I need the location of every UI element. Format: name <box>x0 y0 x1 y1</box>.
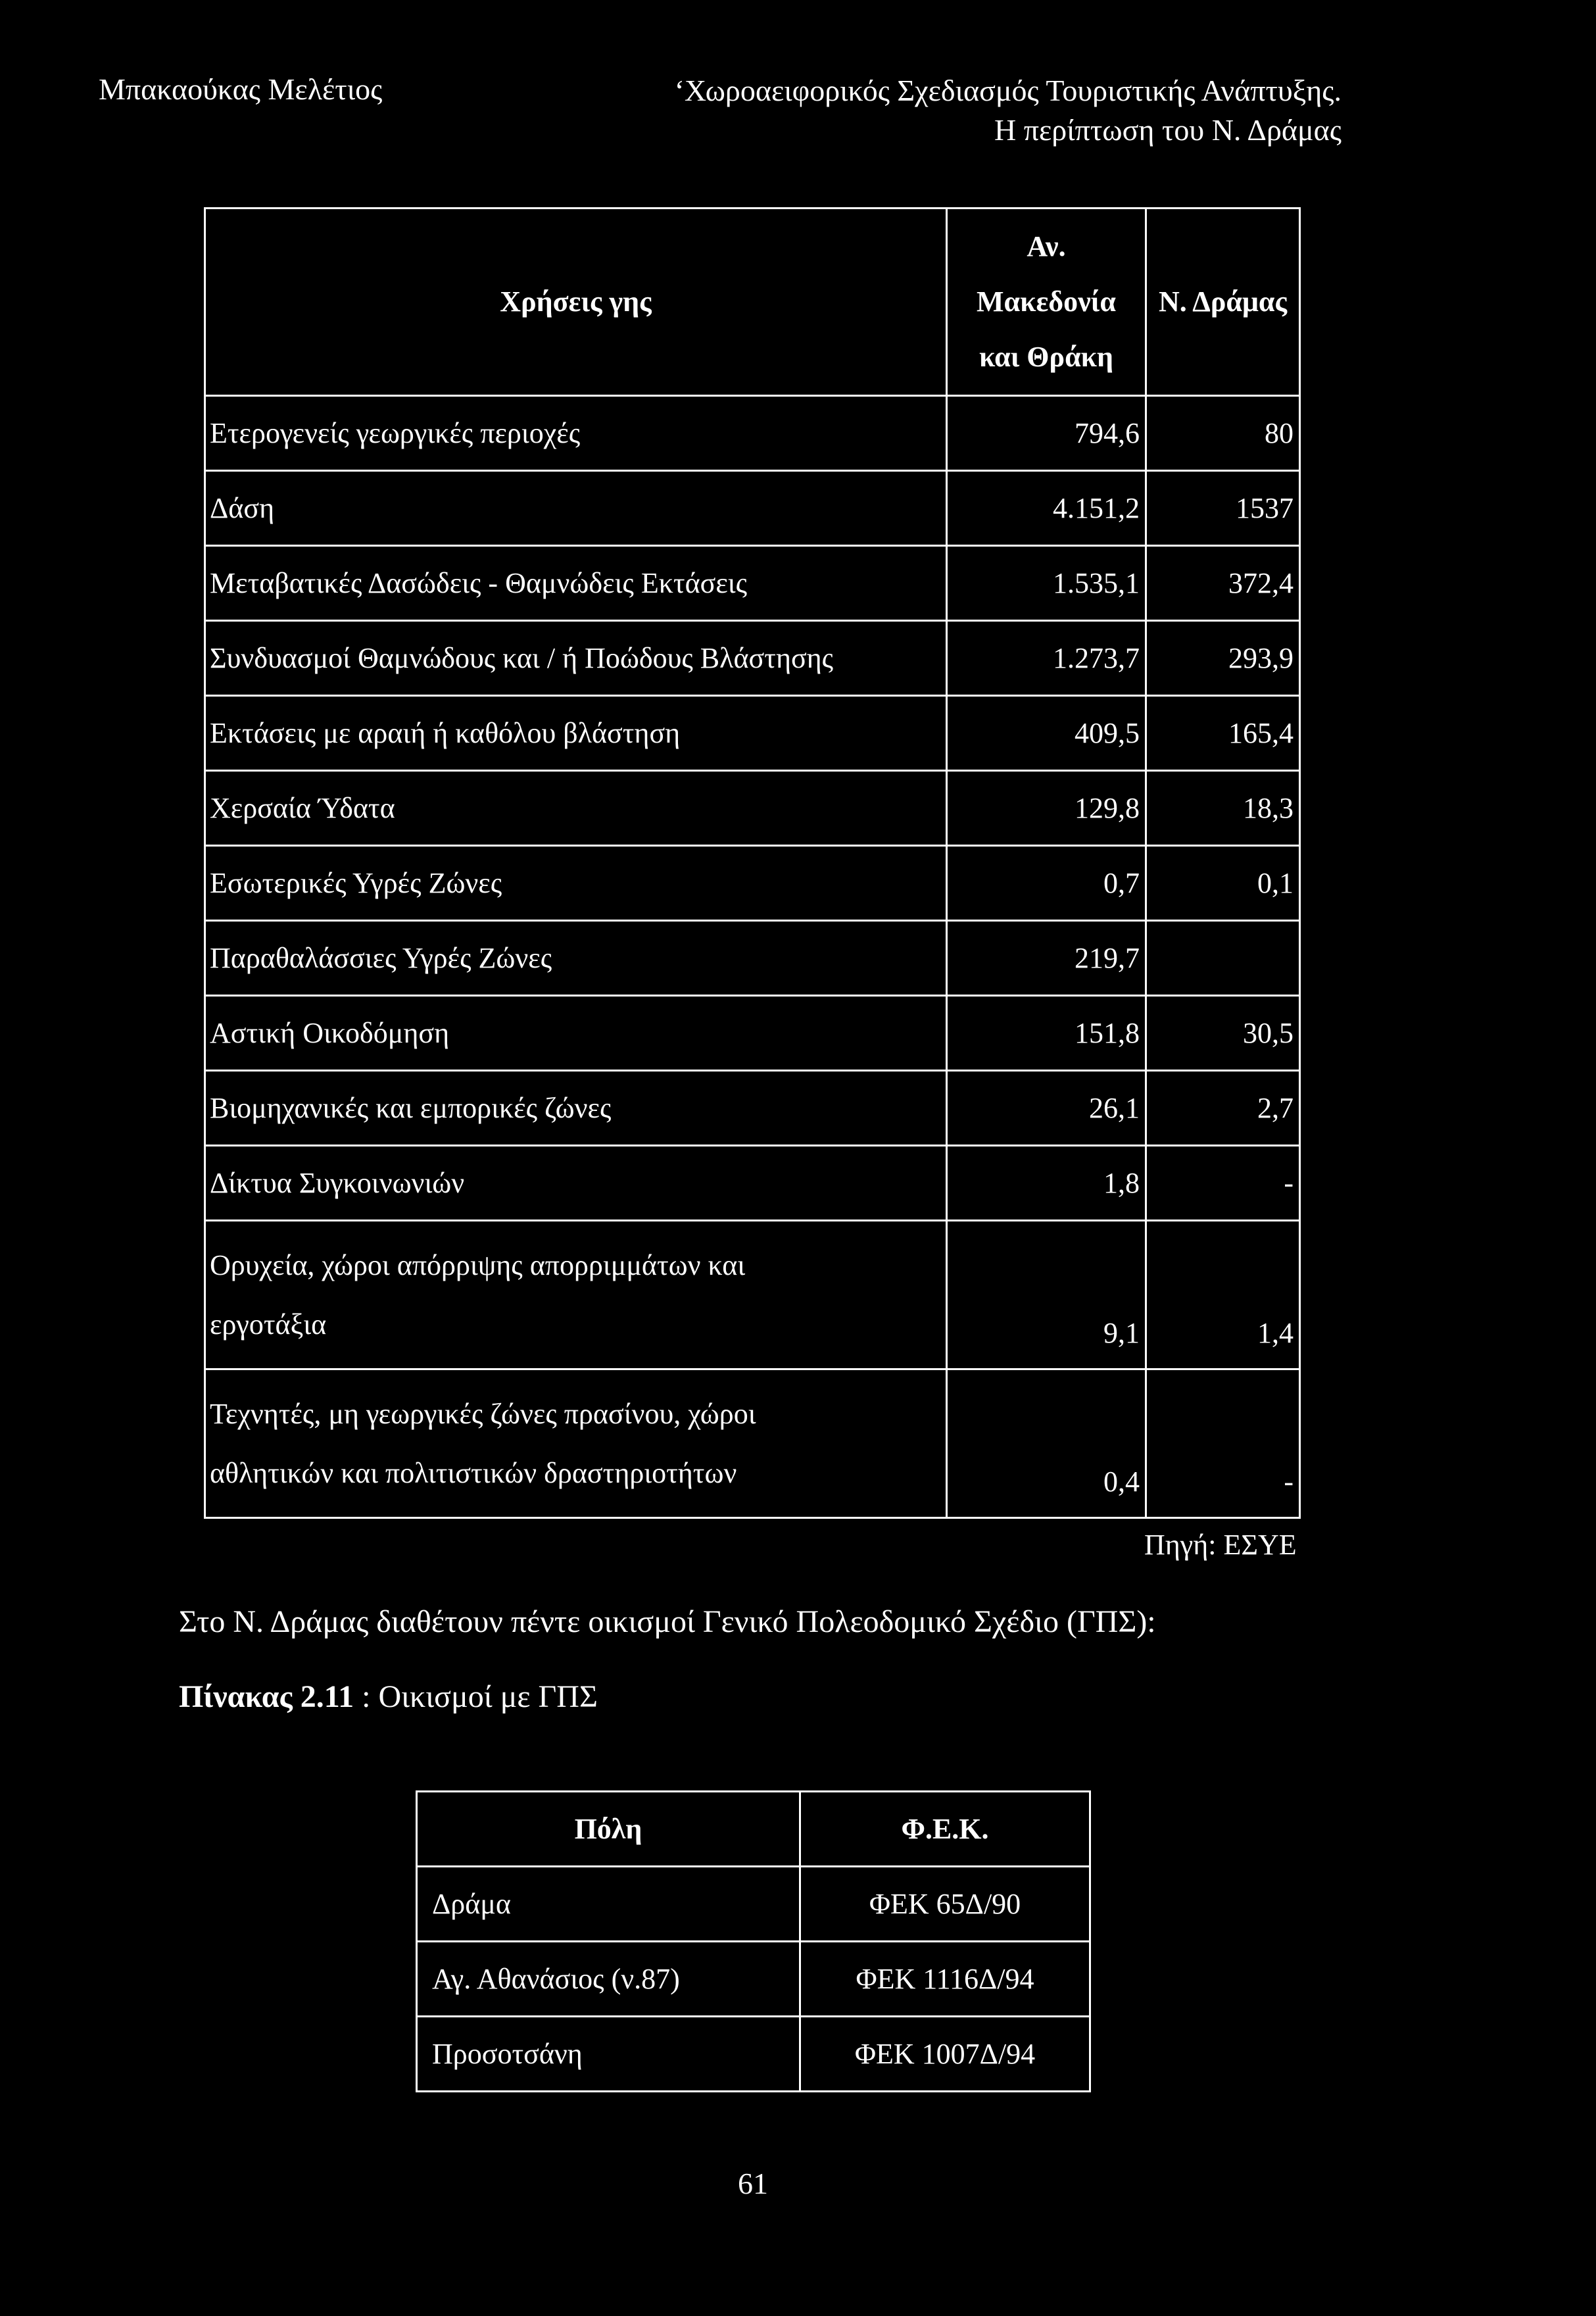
row-label: Δίκτυα Συγκοινωνιών <box>205 1146 947 1221</box>
source-note: Πηγή: ΕΣΥΕ <box>1144 1529 1297 1561</box>
table-row <box>205 846 1300 921</box>
row-drama-value: 372,4 <box>1146 546 1300 621</box>
row-region-value: 794,6 <box>947 396 1146 471</box>
row-label: Συνδυασμοί Θαμνώδους και / ή Ποώδους Βλάστησης <box>205 621 947 696</box>
row-drama-value: 80 <box>1146 396 1300 471</box>
header-land-use: Χρήσεις γης <box>205 209 947 396</box>
row-label: Χερσαία Ύδατα <box>205 771 947 846</box>
table-row <box>205 1369 1300 1518</box>
row-region-value: 0,7 <box>947 846 1146 921</box>
row-region-value: 219,7 <box>947 921 1146 996</box>
row-region-value: 9,1 <box>947 1221 1146 1369</box>
row-drama-value: 18,3 <box>1146 771 1300 846</box>
table-row <box>205 921 1300 996</box>
header-region-line-2: Μακεδονία <box>976 285 1116 318</box>
row-city: Δράμα <box>417 1867 800 1942</box>
row-fek: ΦΕΚ 65Δ/90 <box>800 1867 1090 1942</box>
row-city: Αγ. Αθανάσιος (ν.87) <box>417 1942 800 2017</box>
row-label: Βιομηχανικές και εμπορικές ζώνες <box>205 1071 947 1146</box>
row-drama-value: - <box>1146 1146 1300 1221</box>
header-drama: Ν. Δράμας <box>1146 209 1300 396</box>
header-region <box>947 209 1146 396</box>
header-author: Μπακαούκας Μελέτιος <box>99 72 383 106</box>
header-city: Πόλη <box>417 1792 800 1867</box>
row-region-value: 26,1 <box>947 1071 1146 1146</box>
row-drama-value: 0,1 <box>1146 846 1300 921</box>
table-row <box>205 771 1300 846</box>
row-region-value: 1,8 <box>947 1146 1146 1221</box>
row-drama-value: 30,5 <box>1146 996 1300 1071</box>
row-city: Προσοτσάνη <box>417 2017 800 2092</box>
header-region-line-1: Αν. <box>1027 230 1066 262</box>
row-label-line-1: Τεχνητές, μη γεωργικές ζώνες πρασίνου, χώροι <box>210 1397 756 1430</box>
caption-label: Πίνακας 2.11 <box>179 1679 354 1714</box>
row-label: Ετερογενείς γεωργικές περιοχές <box>205 396 947 471</box>
table-row <box>417 1867 1090 1942</box>
table-caption <box>179 1677 598 1717</box>
row-region-value: 0,4 <box>947 1369 1146 1518</box>
row-label <box>205 1221 947 1369</box>
table-row <box>205 696 1300 771</box>
row-label: Αστική Οικοδόμηση <box>205 996 947 1071</box>
header-document-title <box>610 71 1342 150</box>
row-drama-value: 1,4 <box>1146 1221 1300 1369</box>
table-header-row <box>205 209 1300 396</box>
row-drama-value: - <box>1146 1369 1300 1518</box>
row-region-value: 4.151,2 <box>947 471 1146 546</box>
row-label: Εσωτερικές Υγρές Ζώνες <box>205 846 947 921</box>
row-label: Μεταβατικές Δασώδεις - Θαμνώδεις Εκτάσεις <box>205 546 947 621</box>
row-region-value: 1.273,7 <box>947 621 1146 696</box>
table-row <box>417 1942 1090 2017</box>
table-header-row <box>417 1792 1090 1867</box>
table-row <box>205 996 1300 1071</box>
table-row <box>205 396 1300 471</box>
row-fek: ΦΕΚ 1116Δ/94 <box>800 1942 1090 2017</box>
settlements-table <box>416 1790 1091 2092</box>
header-region-line-3: και Θράκη <box>979 341 1114 373</box>
row-label <box>205 1369 947 1518</box>
row-drama-value: 165,4 <box>1146 696 1300 771</box>
caption-text: : Οικισμοί με ΓΠΣ <box>354 1679 598 1714</box>
row-drama-value: 2,7 <box>1146 1071 1300 1146</box>
row-drama-value: 293,9 <box>1146 621 1300 696</box>
table-row <box>205 471 1300 546</box>
body-paragraph: Στο Ν. Δράμας διαθέτουν πέντε οικισμοί Γενικό Πολεοδομικό Σχέδιο (ΓΠΣ): <box>179 1604 1156 1639</box>
table-row <box>205 1146 1300 1221</box>
row-label-line-1: Ορυχεία, χώροι απόρριψης απορριμμάτων και <box>210 1248 746 1281</box>
row-drama-value: 1537 <box>1146 471 1300 546</box>
row-fek: ΦΕΚ 1007Δ/94 <box>800 2017 1090 2092</box>
header-title-line-1: ‘Χωροαειφορικός Σχεδιασμός Τουριστικής Ανάπτυξης. <box>674 74 1342 107</box>
page-number: 61 <box>738 2167 768 2200</box>
row-label: Δάση <box>205 471 947 546</box>
table-row <box>205 1071 1300 1146</box>
row-region-value: 1.535,1 <box>947 546 1146 621</box>
header-fek: Φ.Ε.Κ. <box>800 1792 1090 1867</box>
row-region-value: 151,8 <box>947 996 1146 1071</box>
row-region-value: 409,5 <box>947 696 1146 771</box>
table-row <box>417 2017 1090 2092</box>
header-title-line-2: Η περίπτωση του Ν. Δράμας <box>994 113 1342 147</box>
land-use-table <box>204 207 1301 1519</box>
row-label: Εκτάσεις με αραιή ή καθόλου βλάστηση <box>205 696 947 771</box>
row-region-value: 129,8 <box>947 771 1146 846</box>
table-row <box>205 621 1300 696</box>
table-row <box>205 546 1300 621</box>
row-label: Παραθαλάσσιες Υγρές Ζώνες <box>205 921 947 996</box>
row-label-line-2: αθλητικών και πολιτιστικών δραστηριοτήτων <box>210 1456 737 1489</box>
row-label-line-2: εργοτάξια <box>210 1308 327 1341</box>
table-row <box>205 1221 1300 1369</box>
row-drama-value <box>1146 921 1300 996</box>
